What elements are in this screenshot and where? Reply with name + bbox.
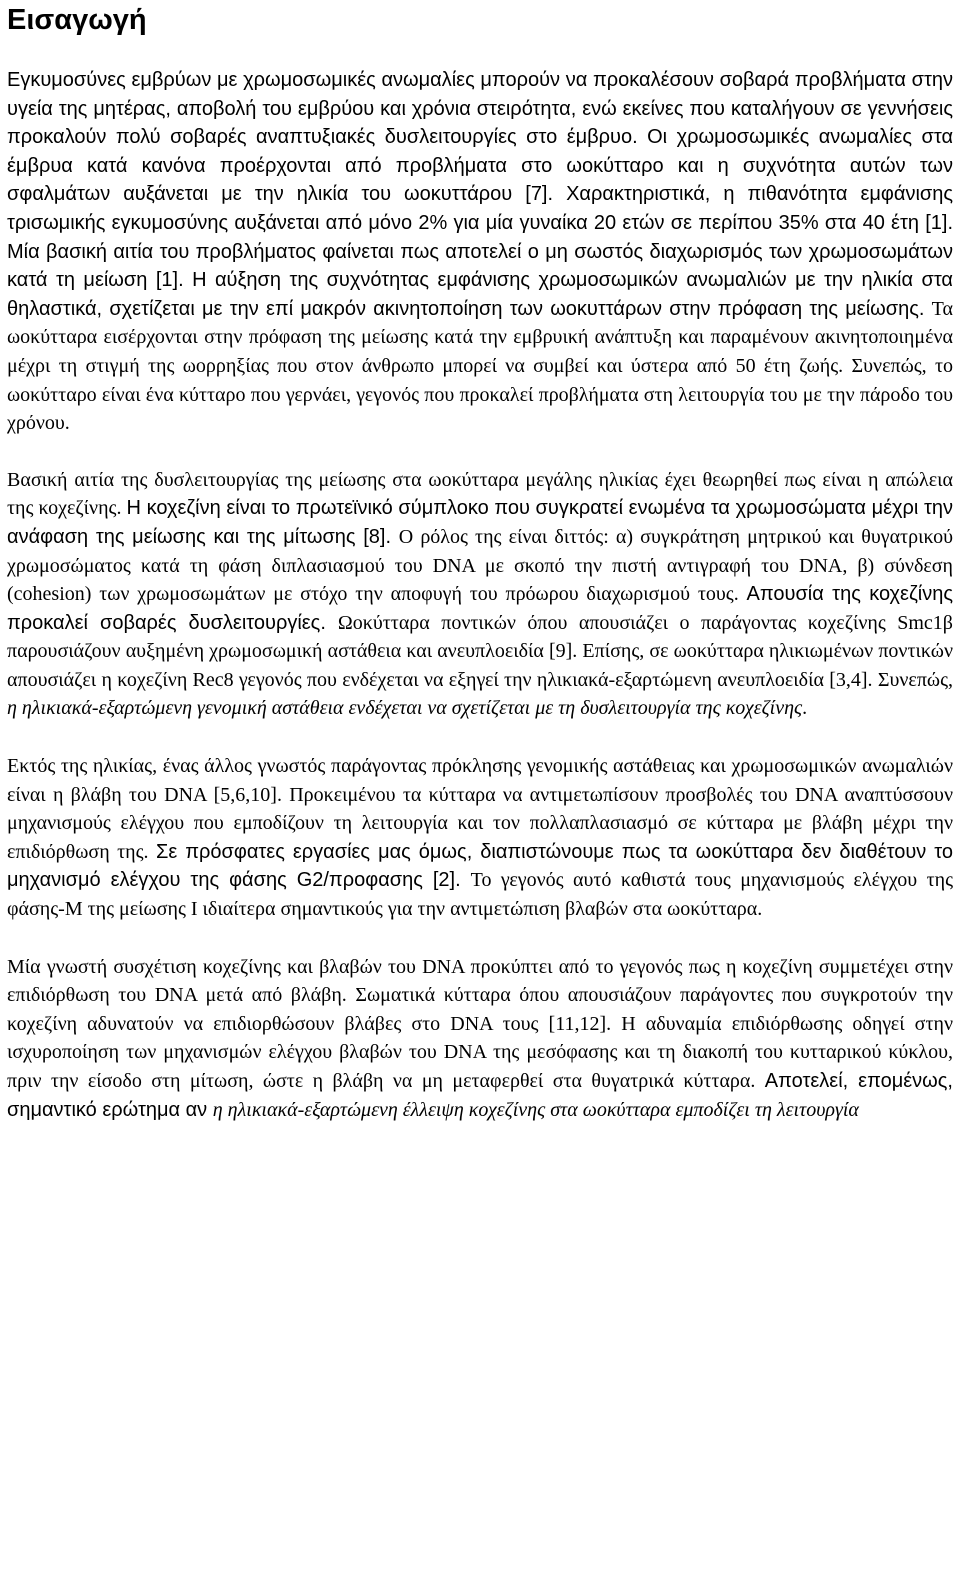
- text-segment: Τα ωοκύτταρα εισέρχονται στην πρόφαση της μείωσης κατά την εμβρυική ανάπτυξη και παραμένουν ακινητοποιημένα μέχρι τη στιγμή της ωορρηξίας που στον άνθρωπο μπορεί να συμβεί και ύστερα από 50 έτη ζωής.: [7, 297, 953, 377]
- document-page: [7, 0, 953, 1124]
- paragraph-2: [7, 466, 953, 723]
- text-segment: Απουσία της κοχεζίνης προκαλεί σοβαρές δυσλειτουργίες.: [7, 583, 953, 634]
- text-segment: Το γεγονός αυτό καθιστά τους μηχανισμούς ελέγχου της φάσης-Μ της μείωσης Ι ιδιαίτερα σημαντικούς για την αντιμετώπιση βλαβών στα ωοκύτταρα.: [7, 869, 953, 921]
- section-heading: Εισαγωγή: [7, 4, 147, 36]
- paragraph-3: [7, 752, 953, 924]
- text-segment: Προκειμένου τα κύτταρα να αντιμετωπίσουν προσβολές του DNA αναπτύσσουν μηχανισμούς ελέγχου που εμποδίζουν τη λειτουργία και τον πολλαπλασιασμό σε κύτταρα με βλάβη μέχρι την επιδιόρθωση της.: [7, 783, 953, 863]
- text-segment: Ο ρόλος της είναι διττός: α) συγκράτηση μητρικού και θυγατρικού χρωμοσώματος κατά τη φάση διπλασιασμού του DNA με σκοπό την πιστή αντιγραφή του DNA, β) σύνδεση (cohesion) των χρωμοσωμάτων με στόχο την αποφυγή του πρόωρου διαχωρισμού τους.: [7, 525, 954, 606]
- text-segment: Εγκυμοσύνες εμβρύων με χρωμοσωμικές ανωμαλίες μπορούν να προκαλέσουν σοβαρά προβλήματα στην υγεία της μητέρας, αποβολή του εμβρύου και χρόνια στειρότητα, ενώ εκείνες που καταλήγουν σε γεννήσεις προκαλούν πολύ σοβαρές αναπτυξιακές δυσλειτουργίες στο έμβρυο.: [7, 69, 953, 149]
- text-segment: Η αδυναμία επιδιόρθωσης οδηγεί στην ισχυροποίηση των μηχανισμών ελέγχου βλαβών του DNA της μεσόφασης και τη διακοπή του κυτταρικού κύκλου, πριν την είσοδο στη μίτωση, ώστε η βλάβη να μη μεταφερθεί στα θυγατρικά κύτταρα.: [7, 1012, 953, 1092]
- text-segment: Μία βασική αιτία του προβλήματος φαίνεται πως αποτελεί ο μη σωστός διαχωρισμός των χρωμοσωμάτων κατά τη μείωση [1].: [7, 240, 953, 292]
- paragraph-4: [7, 953, 953, 1125]
- text-segment: Χαρακτηριστικά, η πιθανότητα εμφάνισης τρισωμικής εγκυμοσύνης αυξάνεται από μόνο 2% για μία γυναίκα 20 ετών σε περίπου 35% στα 40 έτη [1].: [7, 183, 953, 234]
- text-segment: Βασική αιτία της δυσλειτουργίας της μείωσης στα ωοκύτταρα μεγάλης ηλικίας έχει θεωρηθεί πως είναι η απώλεια της κοχεζίνης.: [7, 468, 953, 520]
- text-segment: Οι χρωμοσωμικές ανωμαλίες στα έμβρυα κατά κανόνα προέρχονται από προβλήματα στο ωοκύτταρο και η συχνότητα αυτών των σφαλμάτων αυξάνεται με την ηλικία του ωοκυττάρου [7].: [7, 126, 954, 206]
- text-segment: Σωματικά κύτταρα όπου απουσιάζουν παράγοντες που συγκροτούν την κοχεζίνη αδυνατούν να επιδιορθώσουν βλάβες στο DNA τους [11,12].: [7, 984, 953, 1035]
- text-segment: Η κοχεζίνη είναι το πρωτεϊνικό σύμπλοκο που συγκρατεί ενωμένα τα χρωμοσώματα μέχρι την ανάφαση της μείωσης και της μίτωσης [8].: [7, 497, 953, 548]
- text-segment: η ηλικιακά-εξαρτώμενη έλλειψη κοχεζίνης στα ωοκύτταρα εμποδίζει τη λειτουργία: [212, 1098, 859, 1121]
- text-segment: η ηλικιακά-εξαρτώμενη γενομική αστάθεια ενδέχεται να σχετίζεται με τη δυσλειτουργία της κοχεζίνης: [7, 697, 803, 720]
- text-segment: Επίσης, σε ωοκύτταρα ηλικιωμένων ποντικών απουσιάζει η κοχεζίνη Rec8 γεγονός που ενδέχεται να εξηγεί την ηλικιακά-εξαρτώμενη ανευπλοειδία [3,4]. Συνεπώς,: [7, 640, 953, 691]
- text-segment: Μία γνωστή συσχέτιση κοχεζίνης και βλαβών του DNA προκύπτει από το γεγονός πως η κοχεζίνη συμμετέχει στην επιδιόρθωση του DNA μετά από βλάβη.: [7, 955, 953, 1007]
- text-segment: Εκτός της ηλικίας, ένας άλλος γνωστός παράγοντας πρόκλησης γενομικής αστάθειας και χρωμοσωμικών ανωμαλιών είναι η βλάβη του DNA [5,6,10].: [7, 755, 953, 806]
- text-segment: .: [802, 697, 808, 720]
- text-segment: Η αύξηση της συχνότητας εμφάνισης χρωμοσωμικών ανωμαλιών με την ηλικία στα θηλαστικά, σχετίζεται με την επί μακρόν ακινητοποίηση των ωοκυττάρων στην πρόφαση της μείωσης.: [7, 269, 953, 320]
- paragraph-1: [7, 66, 953, 438]
- text-segment: Αποτελεί, επομένως, σημαντικό ερώτημα αν: [7, 1070, 953, 1121]
- text-segment: Σε πρόσφατες εργασίες μας όμως, διαπιστώνουμε πως τα ωοκύτταρα δεν διαθέτουν το μηχανισμό ελέγχου της φάσης G2/προφασης [2].: [7, 840, 954, 892]
- text-segment: Συνεπώς, το ωοκύτταρο είναι ένα κύτταρο που γερνάει, γεγονός που προκαλεί προβλήματα στη λειτουργία του με την πάροδο του χρόνου.: [7, 354, 954, 435]
- text-segment: Ωοκύτταρα ποντικών όπου απουσιάζει ο παράγοντας κοχεζίνης Smc1β παρουσιάζουν αυξημένη χρωμοσωμική αστάθεια και ανευπλοειδία [9].: [7, 611, 953, 663]
